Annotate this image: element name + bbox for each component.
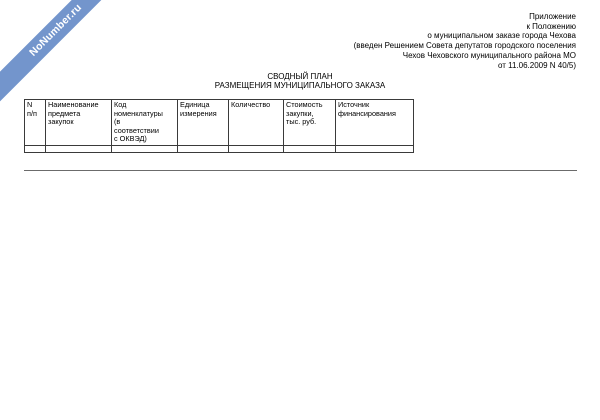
table-header-row [25, 100, 414, 146]
column-header-cost [284, 100, 336, 146]
appendix-note [216, 12, 576, 70]
watermark-logo: NoNumber.ru [0, 0, 127, 102]
appendix-line: о муниципальном заказе города Чехова [427, 31, 576, 41]
table-cell [284, 145, 336, 152]
header-line: Источник [338, 100, 370, 109]
header-line: Количество [231, 100, 271, 109]
header-line: п/п [27, 108, 37, 118]
header-line: номенклатуры [114, 108, 163, 118]
table-cell [336, 145, 414, 152]
title-line-1: СВОДНЫЙ ПЛАН [267, 72, 333, 81]
header-line: (в [114, 117, 121, 127]
header-line: N [27, 100, 33, 109]
table-cell [112, 145, 178, 152]
column-header-number [25, 100, 46, 146]
column-header-code [112, 100, 178, 146]
column-header-quantity [229, 100, 284, 146]
table-cell [25, 145, 46, 152]
header-line: Единица [180, 100, 210, 109]
header-line: измерения [180, 108, 217, 118]
table-cell [178, 145, 229, 152]
header-line: с ОКВЭД) [114, 134, 147, 144]
appendix-line: (введен Решением Совета депутатов городского поселения [353, 41, 576, 51]
header-line: тыс. руб. [286, 117, 317, 127]
appendix-line: от 11.06.2009 N 40/5) [497, 60, 576, 70]
column-header-name [46, 100, 112, 146]
header-line: Код [114, 100, 127, 109]
appendix-line: к Положению [526, 21, 576, 31]
header-line: Наименование [48, 100, 99, 109]
appendix-line: Приложение [529, 12, 576, 21]
column-header-unit [178, 100, 229, 146]
header-line: Стоимость [286, 100, 323, 109]
header-line: финансирования [338, 108, 396, 118]
table-cell [229, 145, 284, 152]
column-header-funding [336, 100, 414, 146]
appendix-line: Чехов Чеховского муниципального района МО [402, 50, 576, 60]
document-title [0, 72, 600, 90]
horizontal-divider [24, 170, 577, 171]
header-line: закупок [48, 117, 74, 127]
title-line-2: РАЗМЕЩЕНИЯ МУНИЦИПАЛЬНОГО ЗАКАЗА [214, 81, 386, 90]
table-row [25, 145, 414, 152]
table-cell [46, 145, 112, 152]
header-line: предмета [48, 108, 81, 118]
header-line: закупки, [286, 108, 314, 118]
plan-table [24, 99, 414, 153]
header-line: соответствии [114, 125, 159, 135]
